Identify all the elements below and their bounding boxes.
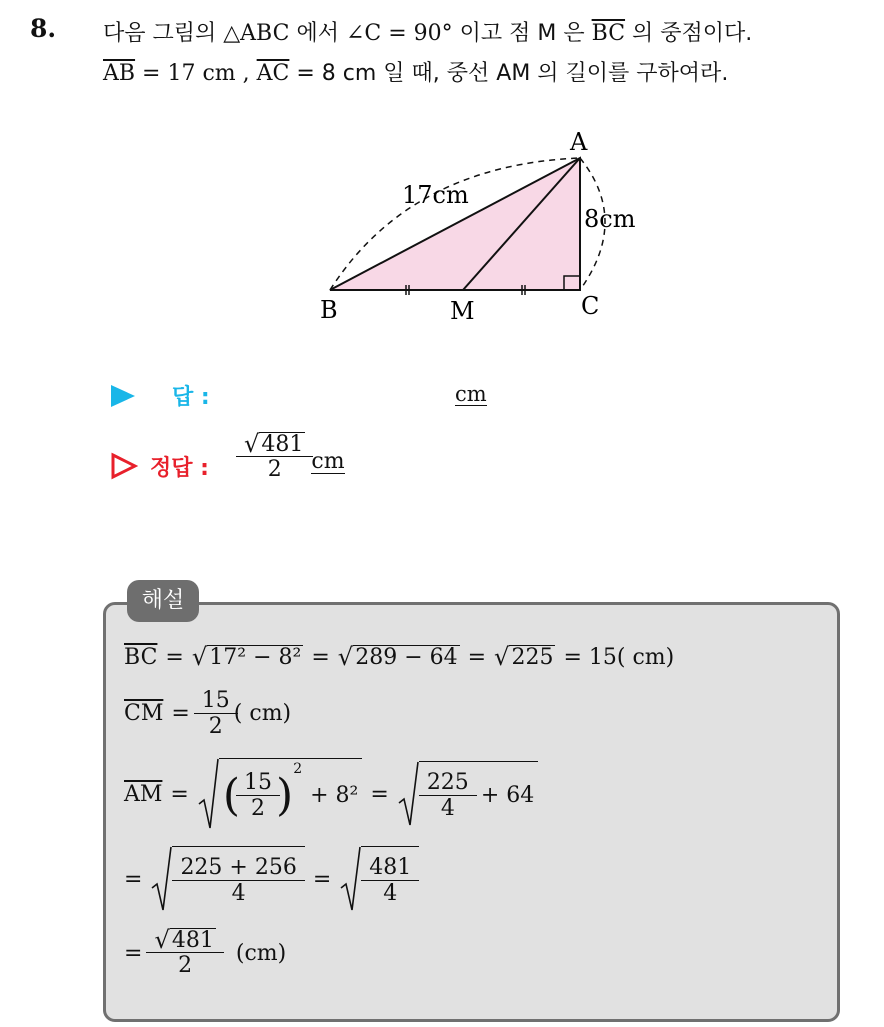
fraction: $\frac{15}{2}$ xyxy=(198,688,234,739)
q-math-triangle: △ABC xyxy=(223,21,290,46)
q-text: = 8 cm 일 때, 중선 AM 의 길이를 구하여라. xyxy=(289,61,729,86)
correct-marker-icon xyxy=(110,452,138,480)
label-m: M xyxy=(450,297,475,325)
q-text: 의 중점이다. xyxy=(625,21,753,46)
big-radical: $\frac{225 + 256}{4}$ xyxy=(150,846,304,912)
radical: √ 289 − 64 xyxy=(337,643,458,672)
solution-line-1: $\overline{BC}$ = √ 17² − 8² = √ 289 − 64 = √ 225 = 15( cm) xyxy=(124,643,675,672)
correct-label: 정답 : xyxy=(150,456,209,481)
solution-line-2: $\overline{CM}$ = $\frac{15}{2}$ ( cm) xyxy=(124,688,292,739)
seg-am: $\overline{AM}$ xyxy=(124,781,163,807)
answer-label: 답 : xyxy=(172,385,210,410)
seg-bc: $\overline{BC}$ xyxy=(124,645,158,670)
seg-cm: $\overline{CM}$ xyxy=(124,701,164,726)
radical: √ 225 xyxy=(494,643,554,672)
label-a: A xyxy=(570,128,588,156)
correct-unit: cm xyxy=(311,449,345,475)
label-b: B xyxy=(320,296,338,324)
solution-line-3: $\overline{AM}$ = ( $\frac{15}{2}$ ) $^2$ + 8² = $\frac{225}{4}$ + 64 xyxy=(124,758,538,830)
correct-denominator: 2 xyxy=(236,456,313,482)
answer-unit: cm xyxy=(455,382,487,406)
q-text: 이고 점 M 은 xyxy=(452,21,592,46)
radical: √ 17² − 8² xyxy=(191,643,302,672)
q-segment-ac: $\overline{AC}$ xyxy=(256,61,290,86)
answer-marker-icon xyxy=(111,385,135,407)
solution-tab: 해설 xyxy=(127,580,199,622)
label-ac-length: 8cm xyxy=(584,205,636,233)
q-segment-bc: $\overline{BC}$ xyxy=(591,21,626,46)
question-number: 8. xyxy=(30,14,57,43)
big-radical: $\frac{481}{4}$ xyxy=(339,846,419,912)
q-text: 에서 xyxy=(289,21,346,46)
triangle-figure xyxy=(300,120,660,330)
correct-value xyxy=(240,432,345,482)
solution-line-5: = √ 481 2 (cm) xyxy=(124,926,287,979)
q-text: 다음 그림의 xyxy=(103,21,224,46)
q-math-angle: ∠C = 90° xyxy=(345,21,453,46)
correct-numerator: 481 xyxy=(261,432,304,457)
question-line-1 xyxy=(103,16,752,47)
triangle-abc xyxy=(330,158,580,290)
q-text: = 17 cm , xyxy=(135,61,257,86)
q-segment-ab: $\overline{AB}$ xyxy=(103,61,136,86)
question-line-2 xyxy=(103,56,728,87)
label-ab-length: 17cm xyxy=(402,181,469,209)
fraction: √ 481 2 xyxy=(150,928,219,978)
solution-line-4: = $\frac{225 + 256}{4}$ = $\frac{481}{4}$ xyxy=(124,846,419,912)
big-radical: $\frac{225}{4}$ + 64 xyxy=(397,761,538,827)
big-radical: ( $\frac{15}{2}$ ) $^2$ + 8² xyxy=(197,758,363,830)
label-c: C xyxy=(581,292,600,320)
correct-fraction: √ 481 2 xyxy=(240,432,309,482)
